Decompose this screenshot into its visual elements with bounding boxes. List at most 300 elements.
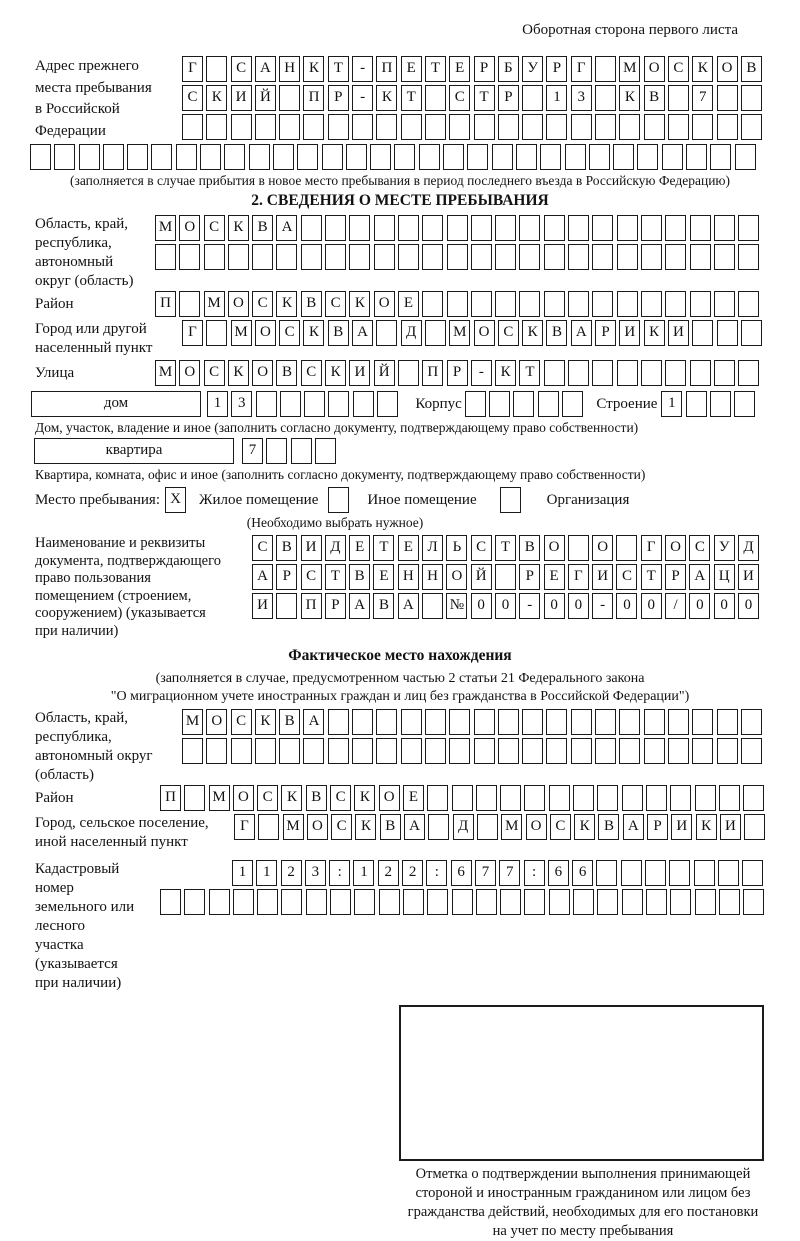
char-cell[interactable] (690, 244, 711, 270)
char-cell[interactable]: М (619, 56, 640, 82)
char-cell[interactable]: Г (234, 814, 255, 840)
char-cell[interactable] (465, 391, 486, 417)
char-cell[interactable] (741, 114, 762, 140)
char-cell[interactable]: И (301, 535, 322, 561)
char-cell[interactable]: К (228, 360, 249, 386)
char-cell[interactable]: 2 (281, 860, 302, 886)
char-cell[interactable]: В (380, 814, 401, 840)
char-cell[interactable] (617, 360, 638, 386)
char-cell[interactable] (734, 391, 755, 417)
char-cell[interactable] (595, 56, 616, 82)
char-cell[interactable]: / (665, 593, 686, 619)
char-cell[interactable] (425, 738, 446, 764)
char-cell[interactable] (279, 114, 300, 140)
char-cell[interactable]: К (644, 320, 665, 346)
char-cell[interactable] (595, 114, 616, 140)
char-cell[interactable] (710, 144, 731, 170)
char-cell[interactable]: П (422, 360, 443, 386)
char-cell[interactable]: В (373, 593, 394, 619)
char-cell[interactable]: К (696, 814, 717, 840)
char-cell[interactable] (425, 709, 446, 735)
char-cell[interactable] (670, 785, 691, 811)
char-cell[interactable]: К (349, 291, 370, 317)
char-cell[interactable]: К (325, 360, 346, 386)
char-cell[interactable] (495, 215, 516, 241)
char-cell[interactable] (538, 391, 559, 417)
char-cell[interactable] (738, 360, 759, 386)
char-cell[interactable] (422, 215, 443, 241)
char-cell[interactable] (718, 860, 739, 886)
char-cell[interactable] (641, 215, 662, 241)
char-cell[interactable]: С (231, 709, 252, 735)
char-cell[interactable] (544, 215, 565, 241)
char-cell[interactable] (665, 215, 686, 241)
char-cell[interactable]: С (325, 291, 346, 317)
char-cell[interactable] (474, 709, 495, 735)
char-cell[interactable]: У (522, 56, 543, 82)
char-cell[interactable] (328, 114, 349, 140)
char-cell[interactable] (641, 244, 662, 270)
char-cell[interactable] (452, 785, 473, 811)
stay-option-other-checkbox[interactable] (328, 487, 349, 513)
char-cell[interactable] (498, 738, 519, 764)
char-cell[interactable]: С (204, 360, 225, 386)
char-cell[interactable]: Р (474, 56, 495, 82)
char-cell[interactable] (349, 244, 370, 270)
char-cell[interactable] (54, 144, 75, 170)
char-cell[interactable] (619, 738, 640, 764)
char-cell[interactable] (425, 114, 446, 140)
char-cell[interactable]: С (279, 320, 300, 346)
char-cell[interactable] (452, 889, 473, 915)
char-cell[interactable]: Д (453, 814, 474, 840)
char-cell[interactable] (513, 391, 534, 417)
char-cell[interactable] (306, 889, 327, 915)
char-cell[interactable] (449, 709, 470, 735)
stay-option-residential-checkbox[interactable]: X (165, 487, 186, 513)
char-cell[interactable] (744, 814, 765, 840)
char-cell[interactable]: В (546, 320, 567, 346)
char-cell[interactable] (325, 215, 346, 241)
char-cell[interactable] (279, 738, 300, 764)
char-cell[interactable]: 1 (207, 391, 228, 417)
char-cell[interactable]: 0 (568, 593, 589, 619)
char-cell[interactable]: А (398, 593, 419, 619)
char-cell[interactable]: М (182, 709, 203, 735)
char-cell[interactable]: Т (325, 564, 346, 590)
char-cell[interactable] (376, 738, 397, 764)
char-cell[interactable] (592, 244, 613, 270)
char-cell[interactable] (182, 738, 203, 764)
char-cell[interactable] (425, 320, 446, 346)
char-cell[interactable]: Р (665, 564, 686, 590)
char-cell[interactable]: Н (398, 564, 419, 590)
char-cell[interactable]: И (619, 320, 640, 346)
char-cell[interactable]: Г (182, 56, 203, 82)
char-cell[interactable] (127, 144, 148, 170)
char-cell[interactable] (276, 244, 297, 270)
char-cell[interactable] (714, 244, 735, 270)
char-cell[interactable] (224, 144, 245, 170)
char-cell[interactable] (544, 360, 565, 386)
char-cell[interactable] (617, 291, 638, 317)
char-cell[interactable]: Р (447, 360, 468, 386)
char-cell[interactable] (231, 738, 252, 764)
char-cell[interactable]: Е (449, 56, 470, 82)
char-cell[interactable]: Е (544, 564, 565, 590)
char-cell[interactable]: В (328, 320, 349, 346)
char-cell[interactable] (565, 144, 586, 170)
char-cell[interactable]: Ь (446, 535, 467, 561)
char-cell[interactable]: С (204, 215, 225, 241)
char-cell[interactable] (665, 244, 686, 270)
char-cell[interactable]: Д (401, 320, 422, 346)
char-cell[interactable] (735, 144, 756, 170)
char-cell[interactable]: Й (255, 85, 276, 111)
char-cell[interactable]: К (281, 785, 302, 811)
char-cell[interactable] (694, 860, 715, 886)
char-cell[interactable] (209, 889, 230, 915)
char-cell[interactable]: 6 (451, 860, 472, 886)
char-cell[interactable] (519, 291, 540, 317)
char-cell[interactable]: Л (422, 535, 443, 561)
char-cell[interactable] (592, 215, 613, 241)
char-cell[interactable] (474, 114, 495, 140)
char-cell[interactable] (741, 320, 762, 346)
char-cell[interactable] (474, 738, 495, 764)
char-cell[interactable] (717, 85, 738, 111)
char-cell[interactable]: В (741, 56, 762, 82)
char-cell[interactable] (376, 709, 397, 735)
char-cell[interactable] (255, 738, 276, 764)
char-cell[interactable] (328, 391, 349, 417)
char-cell[interactable] (176, 144, 197, 170)
char-cell[interactable] (522, 114, 543, 140)
char-cell[interactable]: 0 (714, 593, 735, 619)
char-cell[interactable] (425, 85, 446, 111)
char-cell[interactable] (471, 215, 492, 241)
char-cell[interactable]: В (279, 709, 300, 735)
char-cell[interactable] (738, 291, 759, 317)
char-cell[interactable] (637, 144, 658, 170)
char-cell[interactable]: 1 (546, 85, 567, 111)
char-cell[interactable]: К (206, 85, 227, 111)
char-cell[interactable] (394, 144, 415, 170)
char-cell[interactable]: К (522, 320, 543, 346)
char-cell[interactable] (79, 144, 100, 170)
char-cell[interactable] (644, 114, 665, 140)
char-cell[interactable] (256, 391, 277, 417)
char-cell[interactable] (595, 85, 616, 111)
char-cell[interactable] (597, 785, 618, 811)
char-cell[interactable] (692, 709, 713, 735)
char-cell[interactable]: 0 (495, 593, 516, 619)
char-cell[interactable] (738, 215, 759, 241)
char-cell[interactable] (738, 244, 759, 270)
char-cell[interactable]: П (303, 85, 324, 111)
char-cell[interactable]: Е (403, 785, 424, 811)
char-cell[interactable] (471, 291, 492, 317)
char-cell[interactable] (597, 889, 618, 915)
char-cell[interactable] (619, 114, 640, 140)
char-cell[interactable] (160, 889, 181, 915)
char-cell[interactable] (301, 215, 322, 241)
char-cell[interactable] (524, 889, 545, 915)
char-cell[interactable] (546, 709, 567, 735)
char-cell[interactable] (291, 438, 312, 464)
char-cell[interactable]: 0 (738, 593, 759, 619)
char-cell[interactable] (519, 215, 540, 241)
char-cell[interactable] (589, 144, 610, 170)
char-cell[interactable]: С (550, 814, 571, 840)
char-cell[interactable] (228, 244, 249, 270)
char-cell[interactable] (522, 738, 543, 764)
char-cell[interactable] (349, 215, 370, 241)
char-cell[interactable] (522, 85, 543, 111)
char-cell[interactable]: С (689, 535, 710, 561)
char-cell[interactable]: С (182, 85, 203, 111)
char-cell[interactable]: О (233, 785, 254, 811)
char-cell[interactable] (644, 709, 665, 735)
char-cell[interactable]: В (276, 360, 297, 386)
char-cell[interactable] (495, 564, 516, 590)
char-cell[interactable] (449, 114, 470, 140)
char-cell[interactable]: 1 (256, 860, 277, 886)
char-cell[interactable] (179, 244, 200, 270)
char-cell[interactable]: Е (398, 291, 419, 317)
char-cell[interactable]: В (252, 215, 273, 241)
char-cell[interactable]: У (714, 535, 735, 561)
char-cell[interactable] (616, 535, 637, 561)
char-cell[interactable] (546, 114, 567, 140)
char-cell[interactable] (322, 144, 343, 170)
char-cell[interactable]: И (592, 564, 613, 590)
char-cell[interactable]: Р (328, 85, 349, 111)
char-cell[interactable]: И (349, 360, 370, 386)
char-cell[interactable]: С (252, 535, 273, 561)
char-cell[interactable] (422, 593, 443, 619)
char-cell[interactable] (662, 144, 683, 170)
char-cell[interactable] (301, 244, 322, 270)
char-cell[interactable]: К (276, 291, 297, 317)
char-cell[interactable] (692, 114, 713, 140)
char-cell[interactable]: Т (425, 56, 446, 82)
char-cell[interactable] (544, 291, 565, 317)
char-cell[interactable] (498, 709, 519, 735)
char-cell[interactable]: 1 (661, 391, 682, 417)
char-cell[interactable] (325, 244, 346, 270)
char-cell[interactable] (353, 391, 374, 417)
char-cell[interactable] (252, 244, 273, 270)
char-cell[interactable] (568, 215, 589, 241)
char-cell[interactable] (686, 144, 707, 170)
char-cell[interactable]: - (471, 360, 492, 386)
char-cell[interactable] (428, 814, 449, 840)
char-cell[interactable]: Г (182, 320, 203, 346)
char-cell[interactable] (352, 114, 373, 140)
char-cell[interactable] (573, 889, 594, 915)
char-cell[interactable]: В (306, 785, 327, 811)
char-cell[interactable]: Р (519, 564, 540, 590)
char-cell[interactable] (690, 291, 711, 317)
char-cell[interactable] (206, 320, 227, 346)
char-cell[interactable] (398, 360, 419, 386)
char-cell[interactable]: : (426, 860, 447, 886)
char-cell[interactable] (427, 889, 448, 915)
char-cell[interactable] (398, 244, 419, 270)
char-cell[interactable]: А (571, 320, 592, 346)
char-cell[interactable]: А (255, 56, 276, 82)
char-cell[interactable]: П (301, 593, 322, 619)
char-cell[interactable] (447, 291, 468, 317)
char-cell[interactable]: К (376, 85, 397, 111)
char-cell[interactable]: Р (276, 564, 297, 590)
char-cell[interactable]: М (209, 785, 230, 811)
char-cell[interactable]: Г (571, 56, 592, 82)
char-cell[interactable]: Т (328, 56, 349, 82)
char-cell[interactable] (690, 360, 711, 386)
char-cell[interactable] (266, 438, 287, 464)
char-cell[interactable] (376, 114, 397, 140)
char-cell[interactable]: Н (422, 564, 443, 590)
char-cell[interactable] (280, 391, 301, 417)
char-cell[interactable] (668, 738, 689, 764)
char-cell[interactable]: С (301, 360, 322, 386)
char-cell[interactable]: В (301, 291, 322, 317)
char-cell[interactable]: А (352, 320, 373, 346)
char-cell[interactable] (273, 144, 294, 170)
char-cell[interactable] (540, 144, 561, 170)
char-cell[interactable] (669, 860, 690, 886)
char-cell[interactable] (670, 889, 691, 915)
char-cell[interactable]: А (303, 709, 324, 735)
char-cell[interactable]: К (574, 814, 595, 840)
char-cell[interactable]: О (179, 215, 200, 241)
char-cell[interactable]: Т (641, 564, 662, 590)
char-cell[interactable] (573, 785, 594, 811)
char-cell[interactable] (346, 144, 367, 170)
char-cell[interactable] (714, 215, 735, 241)
char-cell[interactable]: К (255, 709, 276, 735)
char-cell[interactable]: М (501, 814, 522, 840)
char-cell[interactable] (617, 215, 638, 241)
char-cell[interactable] (714, 291, 735, 317)
char-cell[interactable] (249, 144, 270, 170)
char-cell[interactable]: М (449, 320, 470, 346)
char-cell[interactable] (644, 738, 665, 764)
char-cell[interactable]: О (255, 320, 276, 346)
char-cell[interactable] (568, 291, 589, 317)
char-cell[interactable] (619, 709, 640, 735)
char-cell[interactable]: И (252, 593, 273, 619)
char-cell[interactable] (571, 738, 592, 764)
char-cell[interactable]: Е (398, 535, 419, 561)
char-cell[interactable] (422, 291, 443, 317)
char-cell[interactable] (571, 709, 592, 735)
char-cell[interactable] (668, 709, 689, 735)
char-cell[interactable]: 0 (471, 593, 492, 619)
char-cell[interactable]: О (379, 785, 400, 811)
char-cell[interactable] (330, 889, 351, 915)
char-cell[interactable]: С (231, 56, 252, 82)
char-cell[interactable]: Е (349, 535, 370, 561)
char-cell[interactable]: О (544, 535, 565, 561)
char-cell[interactable]: Р (325, 593, 346, 619)
char-cell[interactable] (477, 814, 498, 840)
char-cell[interactable]: 3 (571, 85, 592, 111)
char-cell[interactable] (645, 860, 666, 886)
char-cell[interactable] (595, 738, 616, 764)
char-cell[interactable]: Р (546, 56, 567, 82)
char-cell[interactable] (710, 391, 731, 417)
char-cell[interactable]: Т (519, 360, 540, 386)
char-cell[interactable]: - (352, 85, 373, 111)
char-cell[interactable]: К (355, 814, 376, 840)
char-cell[interactable]: О (665, 535, 686, 561)
char-cell[interactable] (717, 738, 738, 764)
char-cell[interactable] (719, 785, 740, 811)
char-cell[interactable]: : (524, 860, 545, 886)
char-cell[interactable]: О (252, 360, 273, 386)
char-cell[interactable] (741, 85, 762, 111)
char-cell[interactable]: Д (738, 535, 759, 561)
char-cell[interactable] (257, 889, 278, 915)
char-cell[interactable] (617, 244, 638, 270)
char-cell[interactable] (714, 360, 735, 386)
char-cell[interactable]: Й (471, 564, 492, 590)
char-cell[interactable]: С (330, 785, 351, 811)
char-cell[interactable] (743, 889, 764, 915)
char-cell[interactable]: Н (279, 56, 300, 82)
char-cell[interactable] (179, 291, 200, 317)
char-cell[interactable]: 1 (353, 860, 374, 886)
char-cell[interactable] (544, 244, 565, 270)
char-cell[interactable]: О (717, 56, 738, 82)
char-cell[interactable]: С (301, 564, 322, 590)
char-cell[interactable] (206, 56, 227, 82)
char-cell[interactable]: 3 (231, 391, 252, 417)
char-cell[interactable] (495, 244, 516, 270)
char-cell[interactable] (352, 738, 373, 764)
char-cell[interactable] (401, 738, 422, 764)
char-cell[interactable] (549, 889, 570, 915)
char-cell[interactable]: С (257, 785, 278, 811)
char-cell[interactable]: П (160, 785, 181, 811)
char-cell[interactable] (692, 738, 713, 764)
char-cell[interactable]: В (349, 564, 370, 590)
char-cell[interactable]: Р (595, 320, 616, 346)
char-cell[interactable] (646, 785, 667, 811)
char-cell[interactable]: Д (325, 535, 346, 561)
char-cell[interactable]: Е (401, 56, 422, 82)
char-cell[interactable] (279, 85, 300, 111)
char-cell[interactable] (370, 144, 391, 170)
char-cell[interactable]: П (376, 56, 397, 82)
char-cell[interactable]: И (738, 564, 759, 590)
char-cell[interactable]: И (231, 85, 252, 111)
char-cell[interactable]: О (179, 360, 200, 386)
char-cell[interactable] (596, 860, 617, 886)
char-cell[interactable] (255, 114, 276, 140)
char-cell[interactable] (422, 244, 443, 270)
char-cell[interactable] (328, 738, 349, 764)
char-cell[interactable] (403, 889, 424, 915)
char-cell[interactable]: И (668, 320, 689, 346)
char-cell[interactable] (447, 244, 468, 270)
char-cell[interactable]: О (206, 709, 227, 735)
char-cell[interactable]: 2 (378, 860, 399, 886)
char-cell[interactable]: 2 (402, 860, 423, 886)
